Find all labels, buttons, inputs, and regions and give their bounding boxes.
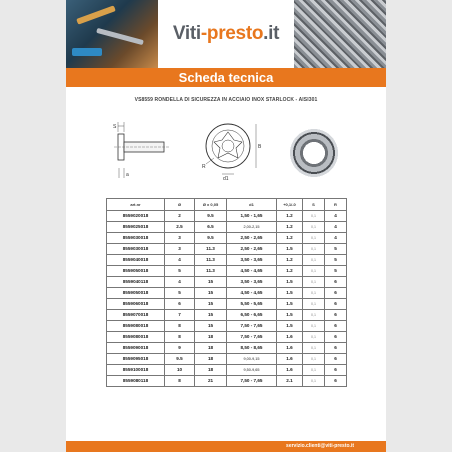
table-cell: 8559090018: [107, 343, 165, 354]
label-r: R: [202, 164, 206, 170]
table-cell: 5: [325, 266, 347, 277]
table-cell: 1.2: [277, 233, 303, 244]
table-row: [107, 310, 347, 321]
table-row: [107, 332, 347, 343]
table-cell: 8559030018: [107, 233, 165, 244]
table-row: [107, 277, 347, 288]
table-row: [107, 288, 347, 299]
table-cell: 1.5: [277, 299, 303, 310]
product-subtitle: VS8559 RONDELLA DI SICUREZZA IN ACCIAIO INOX STARLOCK - AISI301: [134, 97, 318, 103]
screws-photo: [294, 0, 386, 68]
table-cell: 5: [165, 266, 195, 277]
table-cell: 8,50 - 8,65: [227, 343, 277, 354]
datasheet-page: [66, 0, 386, 452]
table-cell: 1.2: [277, 255, 303, 266]
table-cell: 2,50 - 2,65: [227, 233, 277, 244]
table-cell: 18: [195, 365, 227, 376]
table-header-row: [107, 199, 347, 211]
table-cell: 0,1: [303, 277, 325, 288]
table-cell: 15: [195, 288, 227, 299]
table-cell: 6: [325, 343, 347, 354]
page-title: Scheda tecnica: [66, 68, 386, 87]
brand-logo[interactable]: Viti-presto.it: [172, 23, 280, 44]
table-cell: 0,1: [303, 343, 325, 354]
table-cell: 6: [325, 365, 347, 376]
specs-table: [106, 198, 347, 387]
table-row: [107, 354, 347, 365]
table-cell: 5: [325, 255, 347, 266]
table-cell: 3,50 - 3,65: [227, 277, 277, 288]
table-cell: 1.6: [277, 343, 303, 354]
technical-drawing: [110, 112, 270, 182]
table-header-cell: d1: [227, 199, 277, 211]
table-cell: 5: [325, 244, 347, 255]
table-cell: 1.2: [277, 222, 303, 233]
label-a: a: [126, 172, 129, 178]
table-cell: 9: [165, 343, 195, 354]
footer-bar: [66, 441, 386, 452]
table-cell: 0,1: [303, 244, 325, 255]
table-cell: 6.5: [195, 222, 227, 233]
table-cell: 8559095018: [107, 354, 165, 365]
table-cell: 7: [165, 310, 195, 321]
table-cell: 15: [195, 310, 227, 321]
table-cell: 10: [165, 365, 195, 376]
table-cell: 2.1: [277, 376, 303, 387]
table-cell: 0,1: [303, 376, 325, 387]
table-cell: 9,50-9,65: [227, 365, 277, 376]
table-cell: 6: [325, 288, 347, 299]
table-cell: 4: [325, 222, 347, 233]
table-cell: 15: [195, 299, 227, 310]
table-cell: 6: [325, 321, 347, 332]
logo-area: [158, 0, 294, 68]
table-cell: 8559080018: [107, 332, 165, 343]
table-header-cell: art.nr: [107, 199, 165, 211]
table-cell: 0,1: [303, 211, 325, 222]
table-cell: 15: [195, 277, 227, 288]
table-cell: 1.5: [277, 277, 303, 288]
table-cell: 8559040018: [107, 255, 165, 266]
table-cell: 1.6: [277, 354, 303, 365]
header-banner: [66, 0, 386, 68]
table-cell: 6: [325, 332, 347, 343]
table-cell: 0,1: [303, 255, 325, 266]
table-cell: 4: [165, 255, 195, 266]
table-row: [107, 365, 347, 376]
table-cell: 9,00-9,15: [227, 354, 277, 365]
table-cell: 2,50 - 2,65: [227, 244, 277, 255]
table-cell: 7,50 - 7,65: [227, 321, 277, 332]
table-cell: 0,1: [303, 365, 325, 376]
label-s: S: [113, 124, 117, 130]
table-body: [107, 211, 347, 387]
table-cell: 3: [165, 233, 195, 244]
table-cell: 2: [165, 211, 195, 222]
table-cell: 6: [325, 299, 347, 310]
table-cell: 8: [165, 376, 195, 387]
table-cell: 0,1: [303, 233, 325, 244]
table-cell: 9.5: [195, 211, 227, 222]
table-cell: 18: [195, 354, 227, 365]
table-cell: 3,50 - 3,65: [227, 255, 277, 266]
table-cell: 7,50 - 7,65: [227, 332, 277, 343]
table-cell: 1.5: [277, 321, 303, 332]
label-b: B: [258, 144, 262, 150]
table-header-cell: Ø x 0,05: [195, 199, 227, 211]
table-header-cell: +0,1/-0: [277, 199, 303, 211]
table-cell: 1.6: [277, 332, 303, 343]
label-d1: d1: [223, 176, 229, 182]
table-cell: 1.5: [277, 310, 303, 321]
table-cell: 8559030018: [107, 244, 165, 255]
table-cell: 1.5: [277, 288, 303, 299]
table-cell: 2,00-2,15: [227, 222, 277, 233]
table-cell: 8: [165, 332, 195, 343]
table-header-cell: R: [325, 199, 347, 211]
washer-photo: [288, 127, 340, 179]
table-cell: 8559040118: [107, 277, 165, 288]
table-cell: 9.5: [165, 354, 195, 365]
table-cell: 8559080118: [107, 376, 165, 387]
table-row: [107, 255, 347, 266]
table-cell: 5,50 - 5,65: [227, 299, 277, 310]
contact-email-link[interactable]: servizio.clienti@viti-presto.it: [286, 443, 354, 449]
table-cell: 8559080018: [107, 321, 165, 332]
table-cell: 5: [165, 288, 195, 299]
table-cell: 18: [195, 332, 227, 343]
table-cell: 6,50 - 6,65: [227, 310, 277, 321]
table-cell: 6: [325, 354, 347, 365]
table-cell: 4: [325, 211, 347, 222]
table-cell: 9.5: [195, 233, 227, 244]
table-cell: 1.2: [277, 266, 303, 277]
table-cell: 1.2: [277, 211, 303, 222]
table-cell: 0,1: [303, 310, 325, 321]
tools-photo: [66, 0, 158, 68]
table-cell: 0,1: [303, 354, 325, 365]
table-row: [107, 244, 347, 255]
table-cell: 4: [165, 277, 195, 288]
table-cell: 8559050018: [107, 288, 165, 299]
table-row: [107, 233, 347, 244]
table-row: [107, 211, 347, 222]
table-cell: 3: [165, 244, 195, 255]
table-cell: 11.3: [195, 244, 227, 255]
table-cell: 1.5: [277, 244, 303, 255]
table-cell: 8559025018: [107, 222, 165, 233]
table-cell: 0,1: [303, 222, 325, 233]
table-cell: 11.3: [195, 255, 227, 266]
table-cell: 8559070018: [107, 310, 165, 321]
table-cell: 4: [325, 233, 347, 244]
table-cell: 18: [195, 343, 227, 354]
table-cell: 21: [195, 376, 227, 387]
table-cell: 8559100018: [107, 365, 165, 376]
table-cell: 6: [325, 310, 347, 321]
table-cell: 7,50 - 7,65: [227, 376, 277, 387]
table-row: [107, 376, 347, 387]
table-row: [107, 266, 347, 277]
table-cell: 0,1: [303, 288, 325, 299]
table-cell: 0,1: [303, 266, 325, 277]
table-cell: 8559060018: [107, 299, 165, 310]
table-cell: 0,1: [303, 321, 325, 332]
table-cell: 8: [165, 321, 195, 332]
table-cell: 15: [195, 321, 227, 332]
table-cell: 1.6: [277, 365, 303, 376]
table-cell: 11.3: [195, 266, 227, 277]
table-header-cell: Ø: [165, 199, 195, 211]
table-cell: 8559020018: [107, 211, 165, 222]
table-row: [107, 343, 347, 354]
table-cell: 4,50 - 4,65: [227, 288, 277, 299]
table-cell: 6: [165, 299, 195, 310]
table-cell: 6: [325, 376, 347, 387]
table-row: [107, 299, 347, 310]
table-cell: 8559050018: [107, 266, 165, 277]
table-row: [107, 321, 347, 332]
table-cell: 2.5: [165, 222, 195, 233]
table-cell: 4,50 - 4,65: [227, 266, 277, 277]
table-header-cell: S: [303, 199, 325, 211]
table-cell: 6: [325, 277, 347, 288]
table-row: [107, 222, 347, 233]
table-cell: 0,1: [303, 299, 325, 310]
table-cell: 0,1: [303, 332, 325, 343]
table-cell: 1,50 - 1,65: [227, 211, 277, 222]
